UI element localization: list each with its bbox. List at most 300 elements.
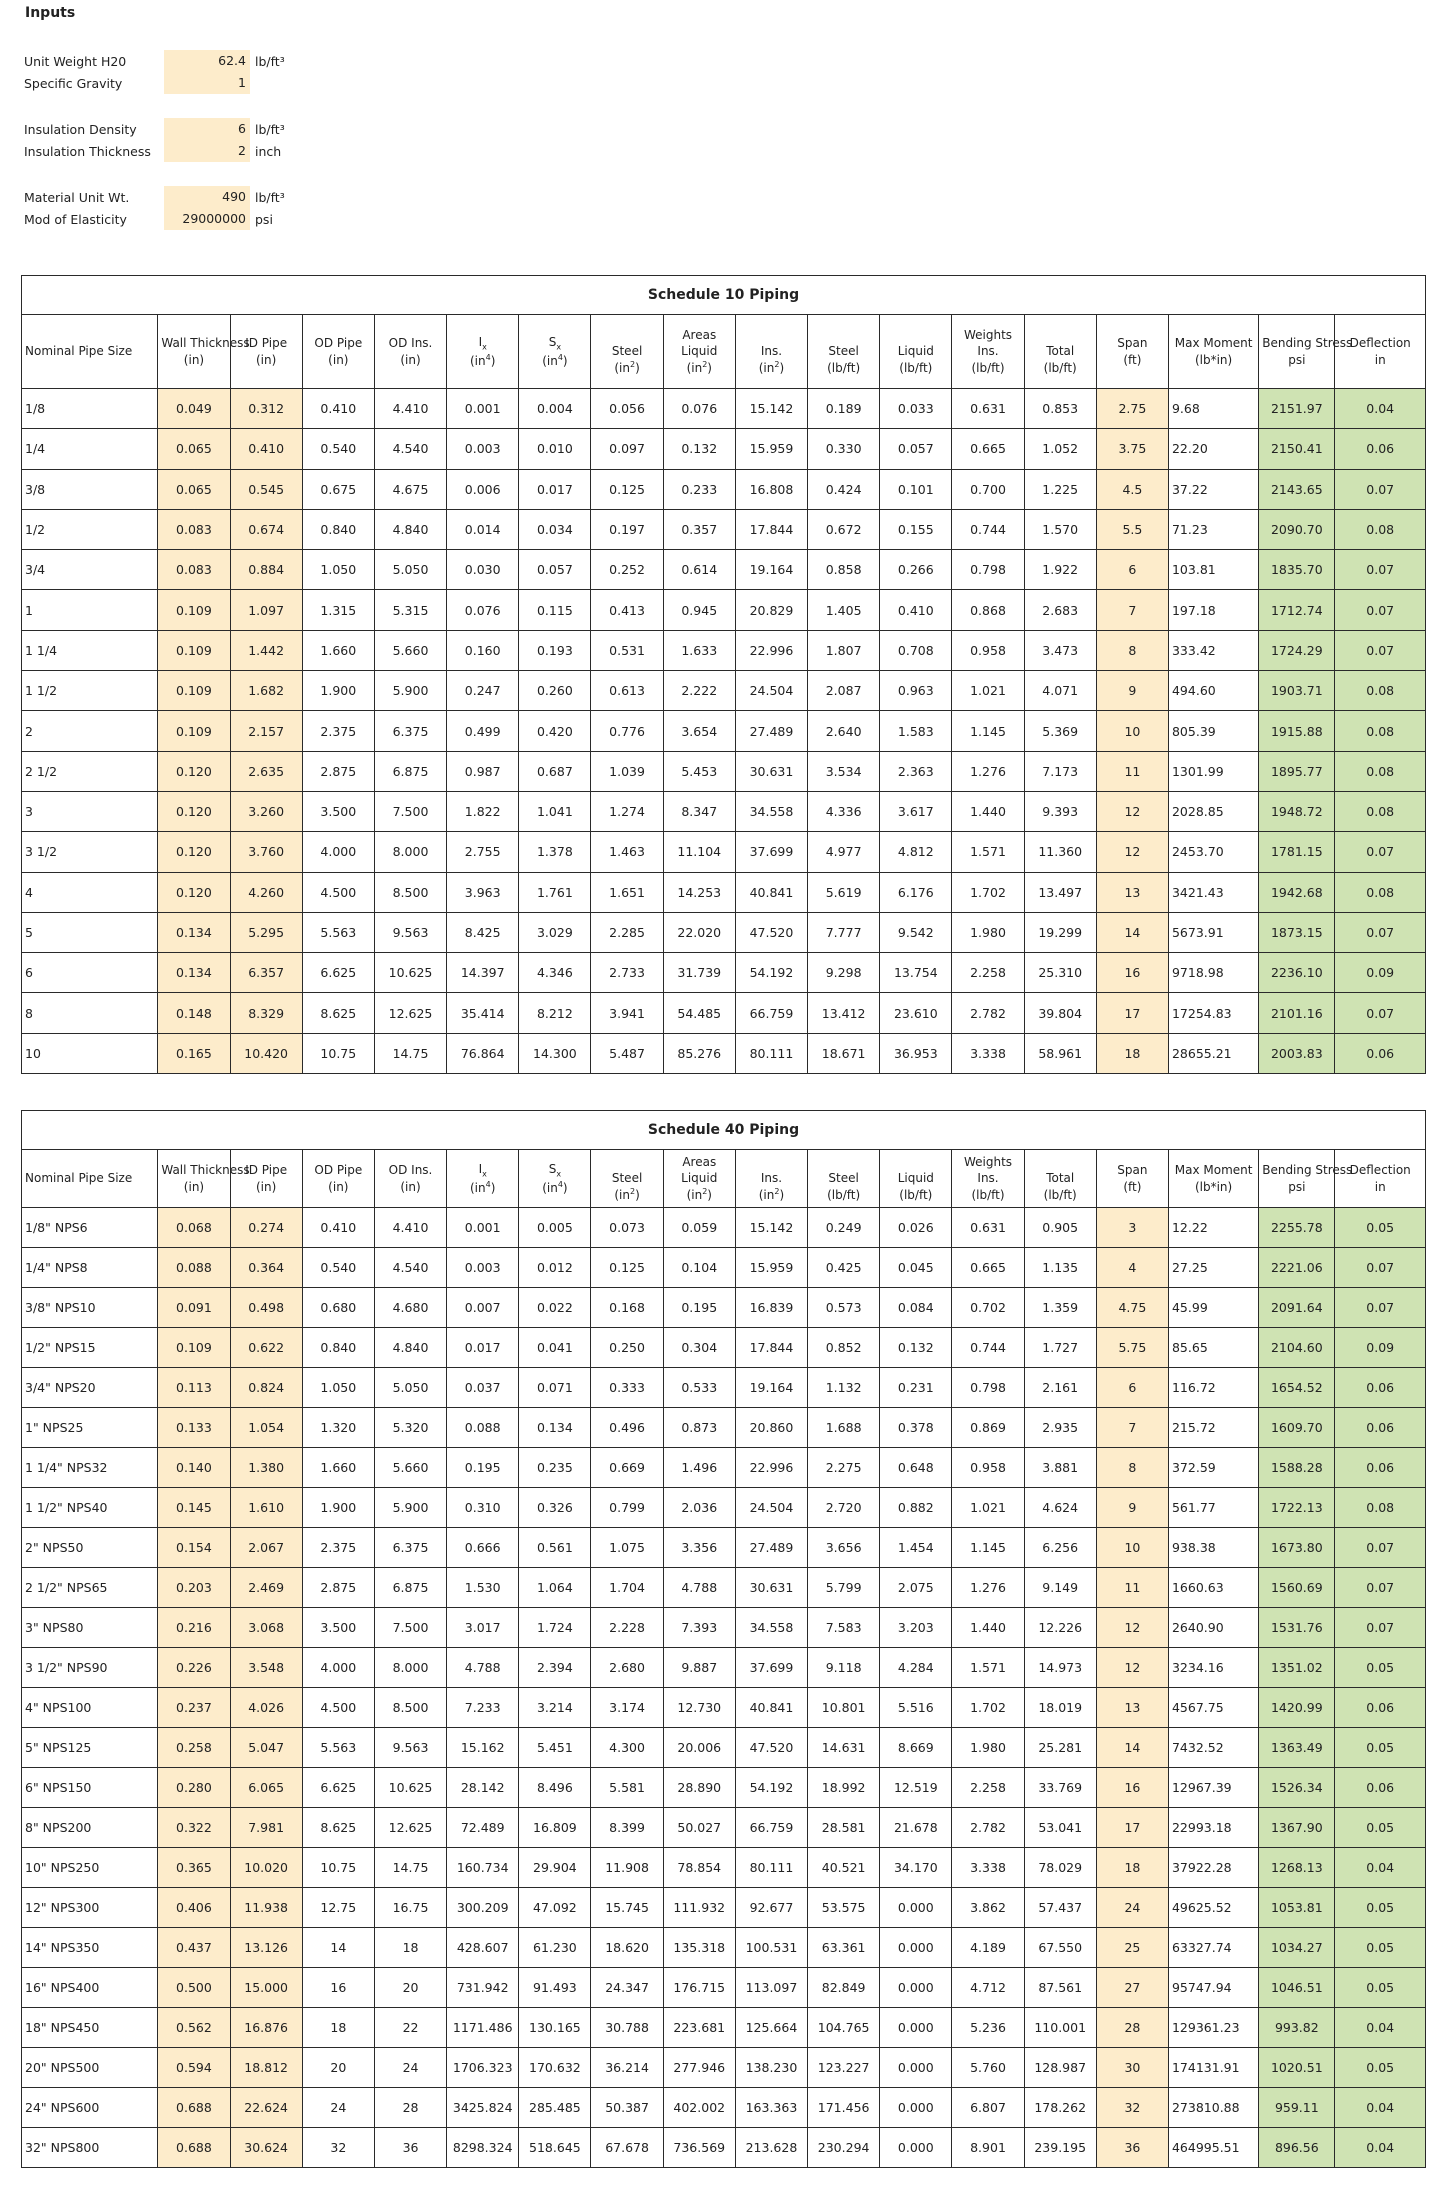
cell-5: 1171.486 <box>447 2008 519 2048</box>
cell-0: 3 <box>22 791 158 831</box>
cell-5: 0.076 <box>447 590 519 630</box>
cell-16: 2151.97 <box>1259 389 1335 429</box>
cell-14: 12 <box>1096 832 1168 872</box>
cell-17: 0.08 <box>1335 509 1426 549</box>
cell-13: 13.497 <box>1024 872 1096 912</box>
cell-7: 1.075 <box>591 1528 663 1568</box>
cell-13: 178.262 <box>1024 2088 1096 2128</box>
cell-6: 0.057 <box>519 550 591 590</box>
cell-9: 37.699 <box>735 832 807 872</box>
cell-9: 22.996 <box>735 630 807 670</box>
header-sx <box>519 315 591 389</box>
cell-14: 7 <box>1096 1408 1168 1448</box>
unit-label: (in <box>614 360 630 375</box>
unit-label: (lb/ft) <box>1043 1187 1077 1202</box>
cell-1: 0.145 <box>158 1488 230 1528</box>
unit-close: ) <box>562 354 568 368</box>
unit-close: ) <box>635 360 640 375</box>
cell-9: 34.558 <box>735 1608 807 1648</box>
cell-12: 0.665 <box>952 429 1024 469</box>
cell-15: 9.68 <box>1168 389 1258 429</box>
cell-10: 4.336 <box>808 791 880 831</box>
cell-10: 3.534 <box>808 751 880 791</box>
cell-1: 0.203 <box>158 1568 230 1608</box>
cell-6: 1.378 <box>519 832 591 872</box>
unit-label: (in) <box>183 352 205 367</box>
cell-8: 78.854 <box>663 1848 735 1888</box>
cell-0: 14" NPS350 <box>22 1928 158 1968</box>
cell-12: 4.189 <box>952 1928 1024 1968</box>
cell-9: 19.164 <box>735 550 807 590</box>
cell-7: 8.399 <box>591 1808 663 1848</box>
cell-7: 5.581 <box>591 1768 663 1808</box>
cell-5: 0.014 <box>447 509 519 549</box>
header-group: Weights <box>963 1155 1013 1170</box>
cell-9: 54.192 <box>735 953 807 993</box>
cell-17: 0.07 <box>1335 1288 1426 1328</box>
cell-2: 7.981 <box>230 1808 302 1848</box>
cell-7: 1.463 <box>591 832 663 872</box>
cell-4: 9.563 <box>374 912 446 952</box>
cell-17: 0.09 <box>1335 1328 1426 1368</box>
cell-11: 0.000 <box>880 1968 952 2008</box>
cell-0: 1" NPS25 <box>22 1408 158 1448</box>
cell-17: 0.08 <box>1335 671 1426 711</box>
cell-15: 49625.52 <box>1168 1888 1258 1928</box>
cell-4: 5.320 <box>374 1408 446 1448</box>
cell-11: 0.000 <box>880 2008 952 2048</box>
cell-2: 3.760 <box>230 832 302 872</box>
cell-4: 18 <box>374 1928 446 1968</box>
cell-5: 72.489 <box>447 1808 519 1848</box>
header-text: Bending Stress <box>1262 1163 1353 1178</box>
cell-9: 27.489 <box>735 1528 807 1568</box>
cell-0: 3" NPS80 <box>22 1608 158 1648</box>
cell-6: 518.645 <box>519 2128 591 2168</box>
input-material-unit-wt <box>24 186 404 208</box>
cell-3: 3.500 <box>302 1608 374 1648</box>
cell-8: 7.393 <box>663 1608 735 1648</box>
input-value[interactable]: 62.4 <box>164 50 250 72</box>
cell-17: 0.06 <box>1335 429 1426 469</box>
table-row <box>22 832 1426 872</box>
cell-1: 0.134 <box>158 953 230 993</box>
unit-label: (ft) <box>1123 352 1142 367</box>
cell-7: 0.613 <box>591 671 663 711</box>
cell-4: 24 <box>374 2048 446 2088</box>
cell-4: 4.840 <box>374 509 446 549</box>
unit-label: psi <box>1288 1179 1306 1194</box>
header-text: Deflection <box>1349 336 1411 351</box>
cell-17: 0.05 <box>1335 1208 1426 1248</box>
cell-12: 0.868 <box>952 590 1024 630</box>
cell-14: 30 <box>1096 2048 1168 2088</box>
header-wt-total <box>1024 1150 1096 1208</box>
cell-4: 5.050 <box>374 550 446 590</box>
cell-11: 0.231 <box>880 1368 952 1408</box>
table-row <box>22 1288 1426 1328</box>
header-deflection <box>1335 315 1426 389</box>
cell-15: 7432.52 <box>1168 1728 1258 1768</box>
cell-17: 0.09 <box>1335 953 1426 993</box>
cell-8: 135.318 <box>663 1928 735 1968</box>
cell-2: 0.824 <box>230 1368 302 1408</box>
cell-17: 0.05 <box>1335 1968 1426 2008</box>
cell-7: 0.496 <box>591 1408 663 1448</box>
cell-6: 0.326 <box>519 1488 591 1528</box>
cell-16: 1420.99 <box>1259 1688 1335 1728</box>
cell-10: 53.575 <box>808 1888 880 1928</box>
cell-11: 2.075 <box>880 1568 952 1608</box>
cell-10: 2.720 <box>808 1488 880 1528</box>
cell-11: 12.519 <box>880 1768 952 1808</box>
cell-15: 805.39 <box>1168 711 1258 751</box>
cell-14: 2.75 <box>1096 389 1168 429</box>
cell-7: 11.908 <box>591 1848 663 1888</box>
cell-3: 14 <box>302 1928 374 1968</box>
cell-2: 6.357 <box>230 953 302 993</box>
cell-5: 0.003 <box>447 1248 519 1288</box>
cell-16: 1531.76 <box>1259 1608 1335 1648</box>
cell-10: 0.672 <box>808 509 880 549</box>
cell-6: 0.260 <box>519 671 591 711</box>
cell-12: 3.862 <box>952 1888 1024 1928</box>
unit-label: (in) <box>400 1179 421 1194</box>
cell-12: 0.665 <box>952 1248 1024 1288</box>
inputs-title: Inputs <box>25 5 76 21</box>
cell-3: 0.840 <box>302 509 374 549</box>
cell-3: 4.500 <box>302 872 374 912</box>
cell-8: 2.222 <box>663 671 735 711</box>
cell-17: 0.05 <box>1335 1808 1426 1848</box>
cell-6: 0.010 <box>519 429 591 469</box>
cell-14: 12 <box>1096 791 1168 831</box>
cell-8: 20.006 <box>663 1728 735 1768</box>
cell-16: 1268.13 <box>1259 1848 1335 1888</box>
cell-13: 58.961 <box>1024 1033 1096 1073</box>
input-value[interactable]: 29000000 <box>164 208 250 230</box>
cell-1: 0.216 <box>158 1608 230 1648</box>
cell-8: 1.633 <box>663 630 735 670</box>
cell-2: 0.364 <box>230 1248 302 1288</box>
cell-9: 54.192 <box>735 1768 807 1808</box>
cell-7: 1.704 <box>591 1568 663 1608</box>
cell-14: 3 <box>1096 1208 1168 1248</box>
cell-6: 1.724 <box>519 1608 591 1648</box>
cell-11: 5.516 <box>880 1688 952 1728</box>
cell-2: 3.260 <box>230 791 302 831</box>
cell-4: 7.500 <box>374 1608 446 1648</box>
header-text: OD Ins. <box>388 336 433 351</box>
cell-14: 9 <box>1096 671 1168 711</box>
cell-2: 2.067 <box>230 1528 302 1568</box>
unit-label: in <box>1374 352 1386 367</box>
cell-12: 3.338 <box>952 1033 1024 1073</box>
input-value[interactable]: 6 <box>164 118 250 140</box>
cell-13: 11.360 <box>1024 832 1096 872</box>
unit-label: (in) <box>400 352 421 367</box>
header-text: Liquid <box>897 344 934 359</box>
cell-6: 1.761 <box>519 872 591 912</box>
cell-6: 3.214 <box>519 1688 591 1728</box>
cell-3: 24 <box>302 2088 374 2128</box>
header-text: Liquid <box>897 1171 934 1186</box>
cell-12: 5.760 <box>952 2048 1024 2088</box>
header-text: Liquid <box>681 1171 718 1186</box>
cell-14: 36 <box>1096 2128 1168 2168</box>
cell-0: 20" NPS500 <box>22 2048 158 2088</box>
cell-17: 0.07 <box>1335 630 1426 670</box>
cell-14: 8 <box>1096 630 1168 670</box>
unit-label: (lb/ft) <box>1043 360 1077 375</box>
table-row <box>22 993 1426 1033</box>
cell-16: 1895.77 <box>1259 751 1335 791</box>
cell-14: 14 <box>1096 912 1168 952</box>
table-row <box>22 469 1426 509</box>
cell-17: 0.08 <box>1335 1488 1426 1528</box>
cell-0: 18" NPS450 <box>22 2008 158 2048</box>
table-row <box>22 1488 1426 1528</box>
cell-10: 10.801 <box>808 1688 880 1728</box>
header-wt-steel <box>808 1150 880 1208</box>
table-row <box>22 912 1426 952</box>
cell-5: 0.310 <box>447 1488 519 1528</box>
header-text: Steel <box>828 344 859 359</box>
cell-15: 464995.51 <box>1168 2128 1258 2168</box>
cell-1: 0.120 <box>158 791 230 831</box>
header-wall <box>158 1150 250 1208</box>
cell-15: 9718.98 <box>1168 953 1258 993</box>
cell-0: 1 1/4 <box>22 630 158 670</box>
cell-11: 0.882 <box>880 1488 952 1528</box>
cell-3: 1.315 <box>302 590 374 630</box>
cell-11: 0.132 <box>880 1328 952 1368</box>
header-text: Total <box>1046 344 1075 359</box>
cell-9: 17.844 <box>735 509 807 549</box>
cell-1: 0.109 <box>158 711 230 751</box>
cell-11: 0.266 <box>880 550 952 590</box>
table-row <box>22 1448 1426 1488</box>
cell-17: 0.07 <box>1335 469 1426 509</box>
cell-2: 18.812 <box>230 2048 302 2088</box>
input-insulation-thickness <box>24 140 404 162</box>
cell-0: 8" NPS200 <box>22 1808 158 1848</box>
unit-label: (in <box>758 360 775 375</box>
cell-4: 8.000 <box>374 832 446 872</box>
input-unit: lb/ft³ <box>255 190 285 205</box>
cell-9: 113.097 <box>735 1968 807 2008</box>
cell-9: 66.759 <box>735 993 807 1033</box>
cell-10: 0.425 <box>808 1248 880 1288</box>
header-bending <box>1259 315 1353 389</box>
cell-5: 8.425 <box>447 912 519 952</box>
cell-4: 4.675 <box>374 469 446 509</box>
cell-5: 76.864 <box>447 1033 519 1073</box>
cell-6: 5.451 <box>519 1728 591 1768</box>
cell-0: 6" NPS150 <box>22 1768 158 1808</box>
cell-13: 67.550 <box>1024 1928 1096 1968</box>
cell-15: 372.59 <box>1168 1448 1258 1488</box>
table-row <box>22 791 1426 831</box>
cell-12: 0.958 <box>952 1448 1024 1488</box>
cell-6: 0.004 <box>519 389 591 429</box>
cell-7: 1.274 <box>591 791 663 831</box>
cell-8: 4.788 <box>663 1568 735 1608</box>
cell-4: 6.375 <box>374 711 446 751</box>
cell-1: 0.140 <box>158 1448 230 1488</box>
cell-12: 1.980 <box>952 1728 1024 1768</box>
cell-8: 1.496 <box>663 1448 735 1488</box>
cell-13: 2.161 <box>1024 1368 1096 1408</box>
unit-sup: 4 <box>485 353 491 362</box>
cell-4: 5.660 <box>374 1448 446 1488</box>
header-odins <box>374 315 446 389</box>
cell-4: 6.875 <box>374 1568 446 1608</box>
cell-7: 36.214 <box>591 2048 663 2088</box>
cell-12: 0.869 <box>952 1408 1024 1448</box>
cell-1: 0.083 <box>158 550 230 590</box>
header-text: OD Pipe <box>314 1163 363 1178</box>
cell-7: 2.680 <box>591 1648 663 1688</box>
cell-7: 3.174 <box>591 1688 663 1728</box>
header-text: OD Ins. <box>388 1163 433 1178</box>
cell-5: 3.963 <box>447 872 519 912</box>
cell-6: 61.230 <box>519 1928 591 1968</box>
cell-1: 0.083 <box>158 509 230 549</box>
cell-3: 0.540 <box>302 429 374 469</box>
unit-label: (lb/ft) <box>971 1187 1005 1202</box>
cell-8: 0.357 <box>663 509 735 549</box>
cell-12: 6.807 <box>952 2088 1024 2128</box>
cell-14: 32 <box>1096 2088 1168 2128</box>
cell-17: 0.07 <box>1335 550 1426 590</box>
cell-0: 10 <box>22 1033 158 1073</box>
cell-17: 0.05 <box>1335 1888 1426 1928</box>
cell-5: 0.160 <box>447 630 519 670</box>
cell-13: 3.473 <box>1024 630 1096 670</box>
unit-label: (in) <box>255 352 277 367</box>
input-value[interactable]: 2 <box>164 140 250 162</box>
input-label: Unit Weight H20 <box>24 54 127 69</box>
cell-5: 0.247 <box>447 671 519 711</box>
header-area-steel <box>591 1150 663 1208</box>
table-title <box>22 1111 1426 1150</box>
header-wt-ins <box>952 1150 1024 1208</box>
cell-11: 0.000 <box>880 1888 952 1928</box>
cell-12: 1.276 <box>952 751 1024 791</box>
cell-7: 0.333 <box>591 1368 663 1408</box>
cell-13: 57.437 <box>1024 1888 1096 1928</box>
cell-16: 1351.02 <box>1259 1648 1335 1688</box>
cell-8: 9.887 <box>663 1648 735 1688</box>
cell-6: 0.235 <box>519 1448 591 1488</box>
unit-sup: 2 <box>630 359 636 369</box>
cell-1: 0.165 <box>158 1033 230 1073</box>
input-specific-gravity <box>24 72 404 94</box>
cell-7: 0.413 <box>591 590 663 630</box>
cell-7: 2.228 <box>591 1608 663 1648</box>
cell-4: 10.625 <box>374 1768 446 1808</box>
cell-9: 125.664 <box>735 2008 807 2048</box>
cell-16: 1526.34 <box>1259 1768 1335 1808</box>
cell-2: 5.295 <box>230 912 302 952</box>
cell-4: 6.375 <box>374 1528 446 1568</box>
cell-5: 0.499 <box>447 711 519 751</box>
cell-10: 1.405 <box>808 590 880 630</box>
cell-17: 0.06 <box>1335 1448 1426 1488</box>
cell-13: 53.041 <box>1024 1808 1096 1848</box>
cell-10: 2.275 <box>808 1448 880 1488</box>
cell-3: 6.625 <box>302 1768 374 1808</box>
input-insulation-density <box>24 118 404 140</box>
cell-12: 0.744 <box>952 1328 1024 1368</box>
cell-2: 3.548 <box>230 1648 302 1688</box>
cell-8: 50.027 <box>663 1808 735 1848</box>
cell-12: 0.700 <box>952 469 1024 509</box>
cell-5: 0.037 <box>447 1368 519 1408</box>
cell-0: 5 <box>22 912 158 952</box>
cell-15: 129361.23 <box>1168 2008 1258 2048</box>
cell-9: 34.558 <box>735 791 807 831</box>
cell-1: 0.365 <box>158 1848 230 1888</box>
table-row <box>22 590 1426 630</box>
cell-15: 103.81 <box>1168 550 1258 590</box>
input-value[interactable]: 1 <box>164 72 250 94</box>
cell-6: 16.809 <box>519 1808 591 1848</box>
cell-5: 0.987 <box>447 751 519 791</box>
cell-14: 5.5 <box>1096 509 1168 549</box>
cell-14: 10 <box>1096 1528 1168 1568</box>
cell-17: 0.07 <box>1335 1528 1426 1568</box>
cell-11: 0.000 <box>880 2128 952 2168</box>
cell-2: 2.635 <box>230 751 302 791</box>
cell-8: 3.654 <box>663 711 735 751</box>
cell-13: 1.922 <box>1024 550 1096 590</box>
cell-16: 2003.83 <box>1259 1033 1335 1073</box>
cell-17: 0.05 <box>1335 1728 1426 1768</box>
header-text: Steel <box>828 1171 859 1186</box>
cell-13: 2.683 <box>1024 590 1096 630</box>
header-sx <box>519 1150 591 1208</box>
cell-13: 239.195 <box>1024 2128 1096 2168</box>
cell-15: 333.42 <box>1168 630 1258 670</box>
cell-17: 0.08 <box>1335 711 1426 751</box>
cell-10: 40.521 <box>808 1848 880 1888</box>
input-unit: psi <box>255 212 273 227</box>
unit-close: ) <box>707 1187 712 1202</box>
cell-7: 2.733 <box>591 953 663 993</box>
table-row <box>22 2008 1426 2048</box>
cell-14: 10 <box>1096 711 1168 751</box>
header-group: Areas <box>682 328 717 343</box>
cell-5: 1.822 <box>447 791 519 831</box>
table-title <box>22 276 1426 315</box>
cell-1: 0.091 <box>158 1288 230 1328</box>
table-row <box>22 509 1426 549</box>
header-bending <box>1259 1150 1353 1208</box>
cell-15: 561.77 <box>1168 1488 1258 1528</box>
input-value[interactable]: 490 <box>164 186 250 208</box>
cell-3: 6.625 <box>302 953 374 993</box>
cell-8: 28.890 <box>663 1768 735 1808</box>
cell-11: 6.176 <box>880 872 952 912</box>
cell-0: 1/4" NPS8 <box>22 1248 158 1288</box>
cell-2: 0.410 <box>230 429 302 469</box>
cell-13: 18.019 <box>1024 1688 1096 1728</box>
unit-sup: 2 <box>774 1186 780 1196</box>
cell-14: 24 <box>1096 1888 1168 1928</box>
table-row <box>22 2128 1426 2168</box>
